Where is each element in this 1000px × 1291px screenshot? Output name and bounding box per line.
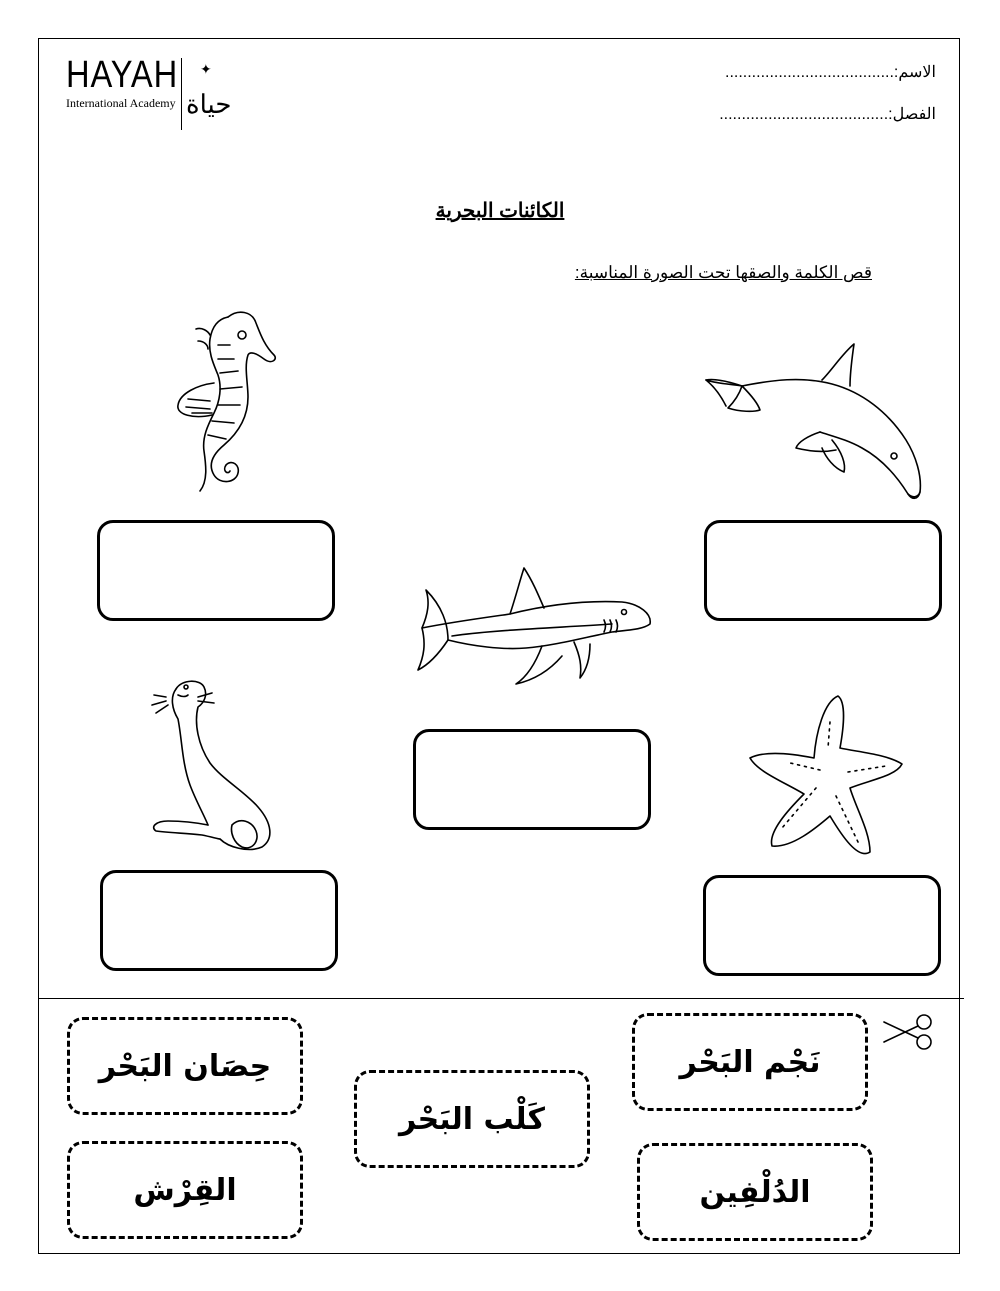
- class-label: الفصل:: [888, 106, 936, 123]
- dolphin-picture: [702, 340, 926, 505]
- class-field: [719, 104, 936, 124]
- answer-box-seahorse[interactable]: [97, 520, 335, 621]
- name-label: الاسم:: [893, 64, 936, 81]
- class-dots[interactable]: ......................................: [719, 106, 889, 123]
- cut-line: [38, 998, 964, 999]
- answer-box-starfish[interactable]: [703, 875, 941, 976]
- instruction-text: قص الكلمة والصقها تحت الصورة المناسبة:: [574, 263, 872, 282]
- logo-divider: [181, 58, 182, 130]
- logo-name: HAYAH: [66, 54, 179, 96]
- page-title: الكائنات البحرية: [435, 200, 565, 222]
- star-icon: ✦: [200, 62, 212, 78]
- word-card-dolphin[interactable]: الدُلْفِين: [637, 1143, 873, 1241]
- name-dots[interactable]: ......................................: [725, 64, 894, 81]
- logo-arabic: حياة: [186, 90, 232, 120]
- word-card-starfish[interactable]: نَجْم البَحْر: [632, 1013, 868, 1111]
- answer-box-seal[interactable]: [100, 870, 338, 971]
- word-card-seal[interactable]: كَلْب البَحْر: [354, 1070, 590, 1168]
- seahorse-picture: [168, 305, 283, 500]
- seal-picture: [148, 675, 284, 855]
- word-card-seahorse[interactable]: حِصَان البَحْر: [67, 1017, 303, 1115]
- logo-subtitle: International Academy: [66, 96, 176, 110]
- name-field: [725, 62, 936, 82]
- shark-picture: [412, 566, 656, 690]
- answer-box-dolphin[interactable]: [704, 520, 942, 621]
- answer-box-shark[interactable]: [413, 729, 651, 830]
- starfish-picture: [746, 692, 906, 862]
- word-card-shark[interactable]: القِرْش: [67, 1141, 303, 1239]
- scissors-icon: [882, 1012, 934, 1052]
